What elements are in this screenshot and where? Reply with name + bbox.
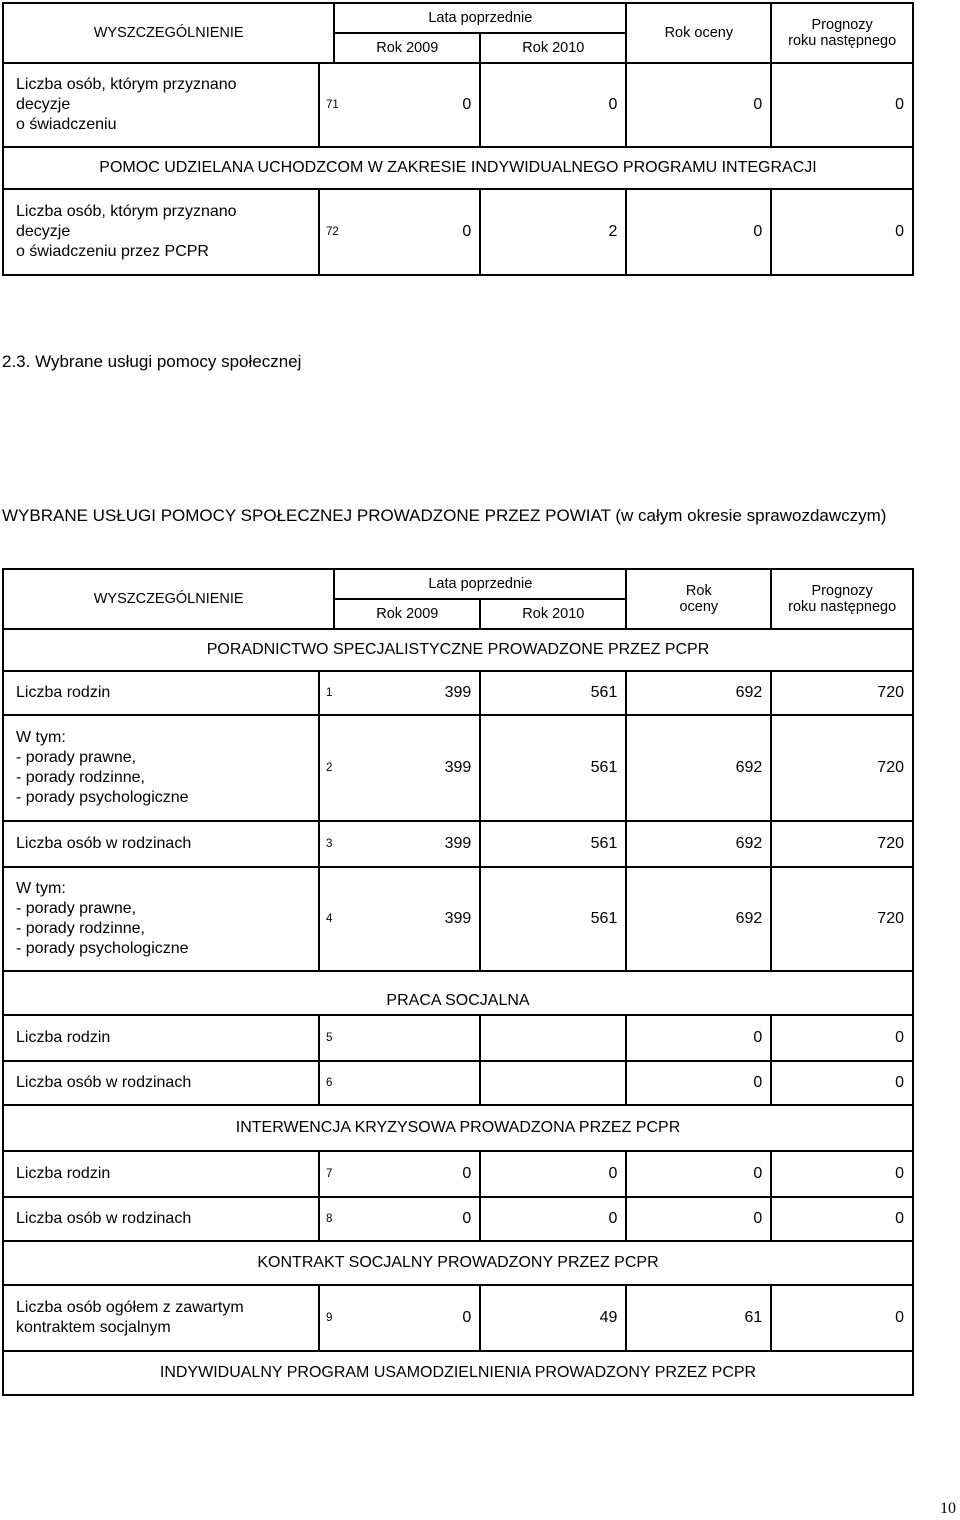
section-header: POMOC UDZIELANA UCHODZCOM W ZAKRESIE INDYWIDUALNEGO PROGRAMU INTEGRACJI [3, 147, 913, 189]
row-label [3, 63, 319, 147]
row-label-line: W tym: [16, 729, 66, 746]
value-2009: 0 [334, 63, 480, 147]
value-rok-oceny: 0 [626, 63, 771, 147]
value-prognozy: 720 [771, 867, 913, 971]
value-2009: 0 [334, 189, 480, 275]
row-label-line: Liczba osób, którym przyznano [16, 76, 237, 93]
value-rok-oceny: 0 [626, 189, 771, 275]
value-2010: 0 [480, 1151, 626, 1197]
value-prognozy: 0 [771, 1061, 913, 1105]
row-label-line: - porady psychologiczne [16, 789, 189, 806]
value-2009 [334, 1015, 480, 1061]
value-2010: 49 [480, 1285, 626, 1351]
header-rok-2009: Rok 2009 [334, 33, 480, 63]
header-prognozy [771, 3, 913, 63]
row-number: 72 [319, 189, 334, 275]
value-rok-oceny: 0 [626, 1197, 771, 1241]
value-rok-oceny: 692 [626, 671, 771, 715]
value-rok-oceny: 692 [626, 821, 771, 867]
row-number: 9 [319, 1285, 334, 1351]
row-label-line: - porady psychologiczne [16, 940, 189, 957]
header-prognozy-line2: roku następnego [788, 33, 897, 49]
row-label [3, 189, 319, 275]
value-2009: 0 [334, 1197, 480, 1241]
row-label-line: o świadczeniu przez PCPR [16, 243, 209, 260]
row-number: 4 [319, 867, 334, 971]
value-2009: 399 [334, 671, 480, 715]
row-number: 7 [319, 1151, 334, 1197]
value-rok-oceny: 0 [626, 1151, 771, 1197]
section-header: INTERWENCJA KRYZYSOWA PROWADZONA PRZEZ PCPR [3, 1105, 913, 1151]
row-label: Liczba rodzin [3, 671, 319, 715]
header-rok-oceny [626, 569, 771, 629]
value-2010: 0 [480, 63, 626, 147]
header-rok-2009: Rok 2009 [334, 599, 480, 629]
value-rok-oceny: 0 [626, 1061, 771, 1105]
header-rok-2010: Rok 2010 [480, 33, 626, 63]
value-2010: 561 [480, 671, 626, 715]
row-label [3, 1285, 319, 1351]
table-2 [2, 568, 914, 1396]
value-2009: 0 [334, 1151, 480, 1197]
row-label: Liczba osób w rodzinach [3, 1197, 319, 1241]
section-header: KONTRAKT SOCJALNY PROWADZONY PRZEZ PCPR [3, 1241, 913, 1285]
value-prognozy: 0 [771, 1151, 913, 1197]
row-label-line: decyzje [16, 223, 71, 240]
header-prognozy-line2: roku następnego [788, 599, 897, 615]
row-label-line: - porady rodzinne, [16, 769, 145, 786]
value-prognozy: 0 [771, 1015, 913, 1061]
row-label: Liczba rodzin [3, 1151, 319, 1197]
value-prognozy: 720 [771, 821, 913, 867]
row-label-line: Liczba osób, którym przyznano [16, 203, 237, 220]
value-2010 [480, 1061, 626, 1105]
row-label: Liczba rodzin [3, 1015, 319, 1061]
header-rok-oceny: Rok oceny [626, 3, 771, 63]
value-2010: 0 [480, 1197, 626, 1241]
header-prognozy [771, 569, 913, 629]
header-lata-poprzednie: Lata poprzednie [334, 3, 626, 33]
row-label-line: kontraktem socjalnym [16, 1319, 171, 1336]
header-prognozy-line1: Prognozy [811, 17, 873, 33]
header-lata-poprzednie: Lata poprzednie [334, 569, 626, 599]
value-2009 [334, 1061, 480, 1105]
value-2010: 561 [480, 821, 626, 867]
value-rok-oceny: 61 [626, 1285, 771, 1351]
section-header: PRACA SOCJALNA [3, 971, 913, 1015]
header-rok-2010: Rok 2010 [480, 599, 626, 629]
row-number: 6 [319, 1061, 334, 1105]
value-rok-oceny: 692 [626, 715, 771, 821]
header-rok-oceny-line1: Rok [685, 583, 712, 599]
header-rok-oceny-line2: oceny [679, 599, 719, 615]
section-heading: 2.3. Wybrane usługi pomocy społecznej [2, 352, 302, 371]
row-label-line: - porady rodzinne, [16, 920, 145, 937]
value-2009: 399 [334, 821, 480, 867]
row-number: 1 [319, 671, 334, 715]
value-2009: 399 [334, 715, 480, 821]
value-prognozy: 720 [771, 671, 913, 715]
value-prognozy: 0 [771, 1197, 913, 1241]
value-2010: 561 [480, 715, 626, 821]
row-number: 8 [319, 1197, 334, 1241]
row-label-line: decyzje [16, 96, 71, 113]
value-2009: 399 [334, 867, 480, 971]
row-label-line: W tym: [16, 880, 66, 897]
table-1 [2, 2, 914, 276]
row-label: Liczba osób w rodzinach [3, 1061, 319, 1105]
header-prognozy-line1: Prognozy [811, 583, 873, 599]
row-label: Liczba osób w rodzinach [3, 821, 319, 867]
row-label-line: o świadczeniu [16, 116, 117, 133]
section-header: INDYWIDUALNY PROGRAM USAMODZIELNIENIA PROWADZONY PRZEZ PCPR [3, 1351, 913, 1395]
value-2009: 0 [334, 1285, 480, 1351]
header-wyszczegolnienie: WYSZCZEGÓLNIENIE [3, 3, 334, 63]
section-header: PORADNICTWO SPECJALISTYCZNE PROWADZONE PRZEZ PCPR [3, 629, 913, 671]
value-2010 [480, 1015, 626, 1061]
row-number: 71 [319, 63, 334, 147]
value-rok-oceny: 692 [626, 867, 771, 971]
row-label [3, 867, 319, 971]
value-prognozy: 0 [771, 189, 913, 275]
table-caption: WYBRANE USŁUGI POMOCY SPOŁECZNEJ PROWADZONE PRZEZ POWIAT (w całym okresie sprawozdawczym) [2, 506, 887, 525]
row-number: 2 [319, 715, 334, 821]
value-rok-oceny: 0 [626, 1015, 771, 1061]
value-prognozy: 0 [771, 1285, 913, 1351]
value-prognozy: 720 [771, 715, 913, 821]
value-prognozy: 0 [771, 63, 913, 147]
row-label-line: - porady prawne, [16, 900, 137, 917]
value-2010: 2 [480, 189, 626, 275]
row-label [3, 715, 319, 821]
row-label-line: Liczba osób ogółem z zawartym [16, 1299, 244, 1316]
row-number: 5 [319, 1015, 334, 1061]
value-2010: 561 [480, 867, 626, 971]
row-label-line: - porady prawne, [16, 749, 137, 766]
page-number: 10 [940, 1500, 956, 1517]
row-number: 3 [319, 821, 334, 867]
header-wyszczegolnienie: WYSZCZEGÓLNIENIE [3, 569, 334, 629]
